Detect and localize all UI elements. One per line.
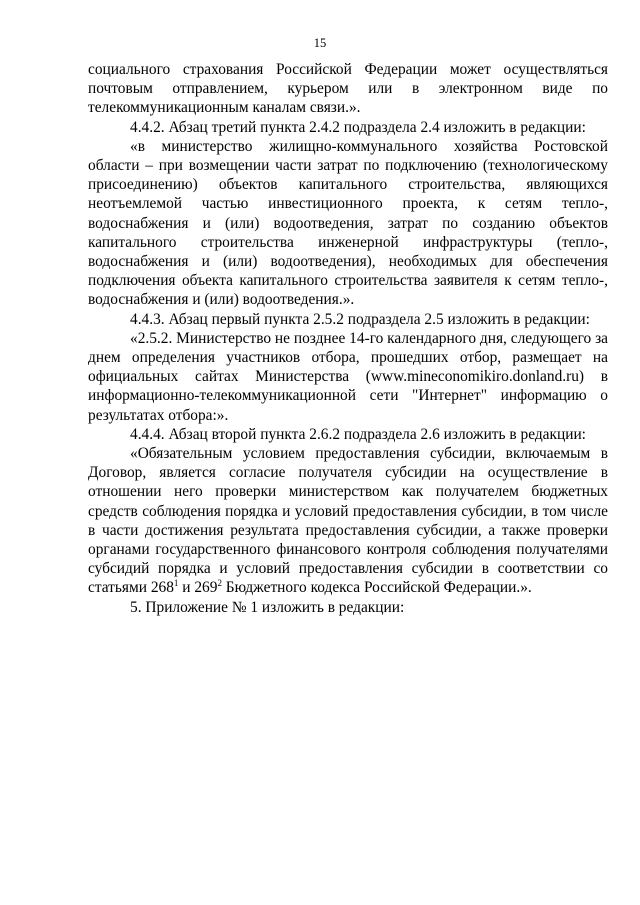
paragraph-4-4-4-text-part1: «Обязательным условием предоставления субсидии, включаемым в Договор, является согласие получателя субсидии на осуществление в отношении него проверки министерством как получателем бюджетных средств соблюдения порядка и условий предоставления субсидии, в том числе в части достижения результата предоставления субсидии, а также проверки органами государственного финансового контроля соблюдения получателями субсидий порядка и условий предоставления субсидии в соответствии со статьями 268 [88,445,608,597]
paragraph-4-4-3-heading: 4.4.3. Абзац первый пункта 2.5.2 подраздела 2.5 изложить в редакции: [130,310,590,328]
paragraph-4-4-2-heading: 4.4.2. Абзац третий пункта 2.4.2 подраздела 2.4 изложить в редакции: [130,118,586,136]
page-number: 15 [313,36,327,50]
superscript-1: 1 [173,578,179,589]
paragraph-5-heading: 5. Приложение № 1 изложить в редакции: [130,598,405,616]
paragraph-continuation: социального страхования Российской Федерации может осуществляться почтовым отправлением, курьером или в электронном виде по телекоммуникационным каналам связи.». [88,61,608,117]
superscript-2: 2 [217,578,222,589]
paragraph-4-4-3-text: «2.5.2. Министерство не позднее 14-го календарного дня, следующего за днем определения участников отбора, прошедших отбор, размещает на официальных сайтах Министерства (www.mineconomikiro.donland.ru) в информационно-телекоммуникационной сети "Интернет" информацию о результатах отбора:». [88,329,608,424]
paragraph-4-4-4-text-part2: и 269 [178,579,218,597]
paragraph-4-4-2-text: «в министерство жилищно-коммунального хозяйства Ростовской области – при возмещении части затрат по подключению (технологическому присоединению) объектов капитального строительства, являющихся неотъемлемой частью инвестиционного проекта, к сетям тепло-, водоснабжения и (или) водоотведения, затрат по созданию объектов капитального строительства инженерной инфраструктуры (тепло-, водоснабжения и (или) водоотведения), необходимых для обеспечения подключения объекта капитального строительства заявителя к сетям тепло-, водоснабжения и (или) водоотведения.». [88,137,608,309]
paragraph-4-4-4-text-part3: Бюджетного кодекса Российской Федерации.». [221,579,532,597]
paragraph-4-4-4-heading: 4.4.4. Абзац второй пункта 2.6.2 подраздела 2.6 изложить в редакции: [130,425,586,443]
paragraph-4-4-4-text [88,444,608,598]
document-body [88,60,608,617]
